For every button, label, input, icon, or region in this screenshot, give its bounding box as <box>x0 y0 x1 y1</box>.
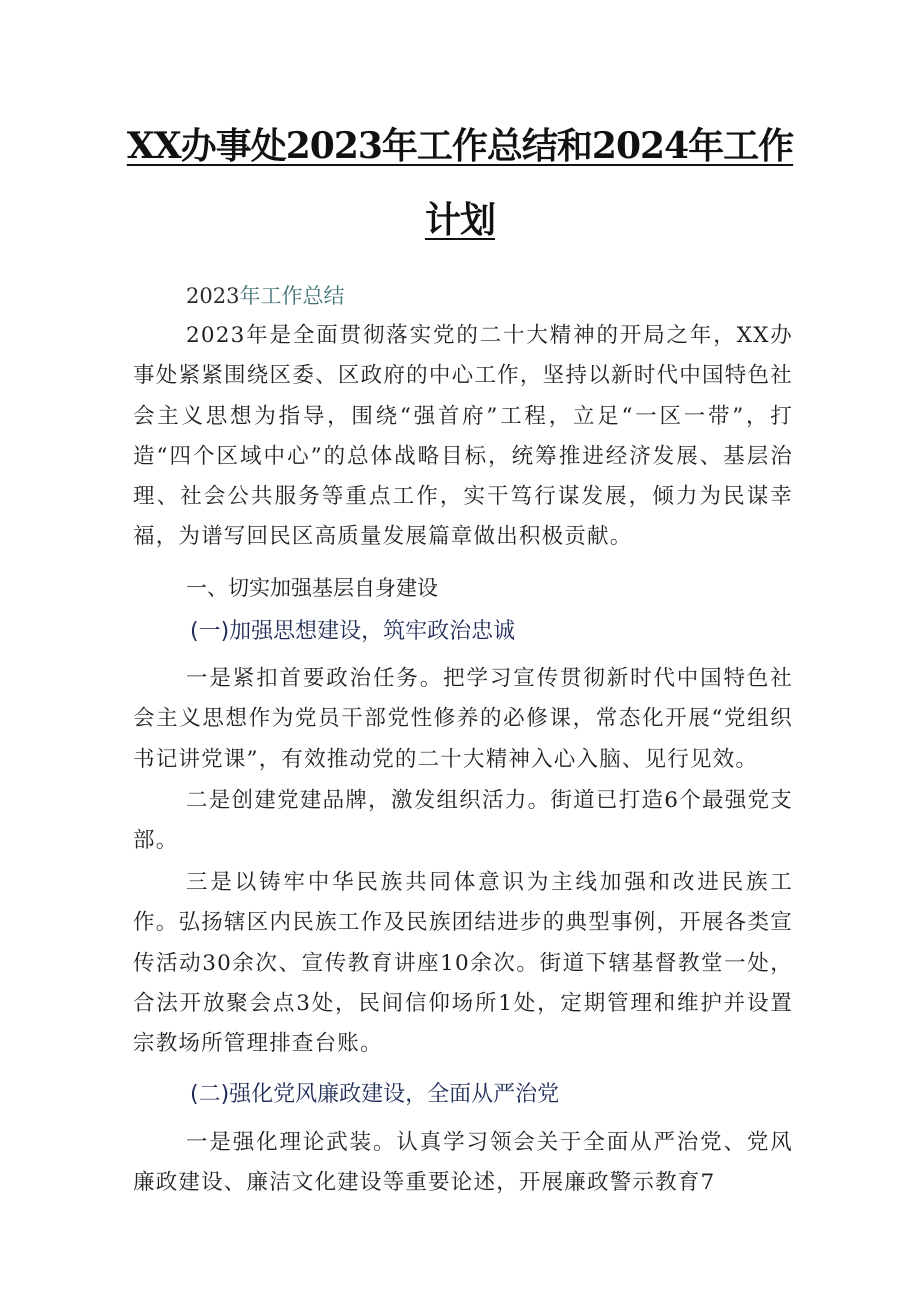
paragraph-ethnic-work: 三是以铸牢中华民族共同体意识为主线加强和改进民族工作。弘扬辖区内民族工作及民族团结进步的典型事例，开展各类宣传活动30余次、宣传教育讲座10余次。街道下辖基督教堂一处，合法开放聚会点3处，民间信仰场所1处，定期管理和维护并设置宗教场所管理排查台账。 <box>133 870 793 1057</box>
paragraph-party-brand: 二是创建党建品牌，激发组织活力。街道已打造6个最强党支部。 <box>133 788 793 854</box>
section-label-text: 年工作总结 <box>239 284 345 308</box>
paragraph-political-task: 一是紧扣首要政治任务。把学习宣传贯彻新时代中国特色社会主义思想作为党员干部党性修养的必修课，常态化开展“党组织书记讲党课”，有效推动党的二十大精神入心入脑、见行见效。 <box>133 666 793 772</box>
heading-level-2-ideology: (一)加强思想建设，筑牢政治忠诚 <box>190 619 516 644</box>
section-label <box>186 280 344 310</box>
document-title-line-1: XX办事处2023年工作总结和2024年工作 <box>126 125 794 167</box>
heading-level-1: 一、切实加强基层自身建设 <box>186 576 438 600</box>
intro-paragraph: 2023年是全面贯彻落实党的二十大精神的开局之年，XX办事处紧紧围绕区委、区政府的中心工作，坚持以新时代中国特色社会主义思想为指导，围绕“强首府”工程，立足“一区一带”，打造“四个区域中心”的总体战略目标，统筹推进经济发展、基层治理、社会公共服务等重点工作，实干笃行谋发展，倾力为民谋幸福，为谱写回民区高质量发展篇章做出积极贡献。 <box>133 323 793 550</box>
heading-level-2-integrity: (二)强化党风廉政建设，全面从严治党 <box>190 1082 560 1107</box>
paragraph-theory-study: 一是强化理论武装。认真学习领会关于全面从严治党、党风廉政建设、廉洁文化建设等重要论述，开展廉政警示教育7 <box>133 1130 793 1196</box>
section-label-year: 2023 <box>186 284 240 308</box>
document-title-line-2: 计划 <box>424 199 495 241</box>
